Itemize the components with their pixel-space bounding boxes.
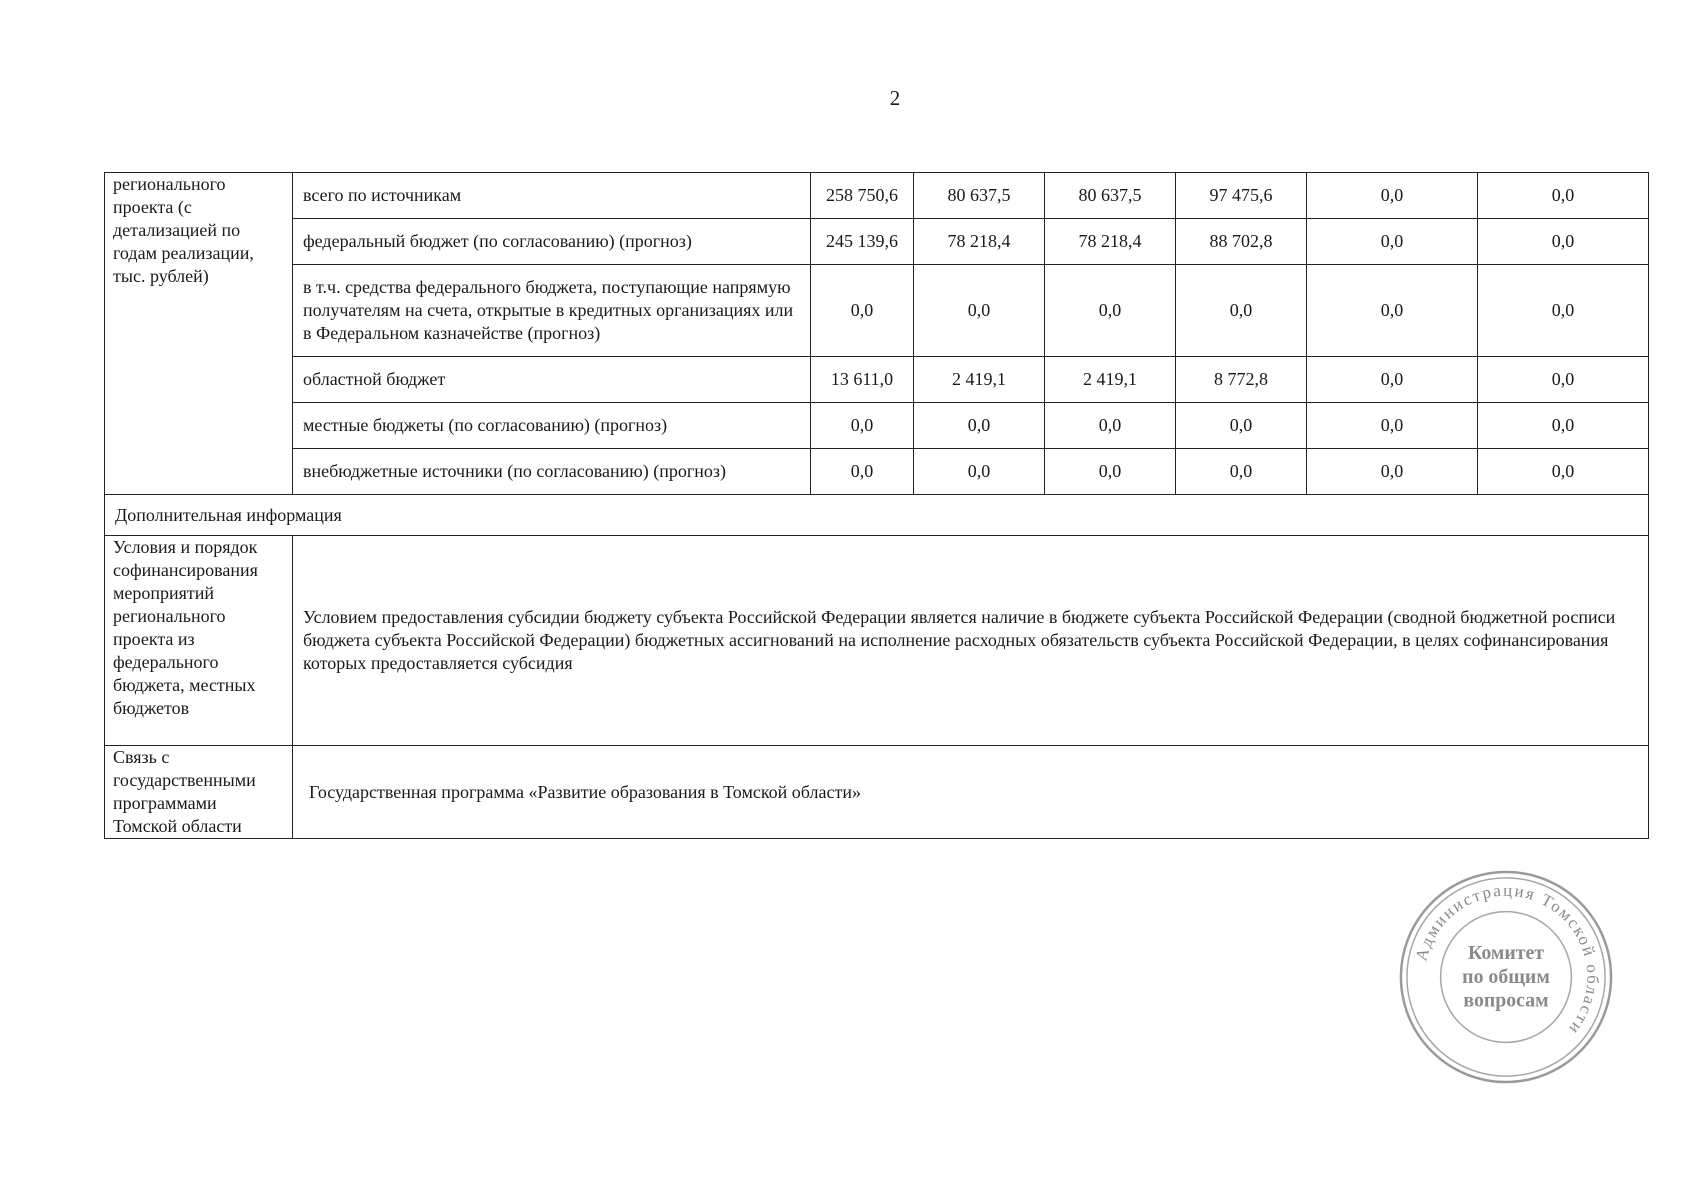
stamp-center-line3: вопросам <box>1463 989 1549 1012</box>
value-cell: 245 139,6 <box>811 219 914 265</box>
budget-label: регионального проекта (с детализацией по годам реализации, тыс. рублей) <box>105 173 293 495</box>
value-cell: 0,0 <box>1478 265 1649 357</box>
value-cell: 2 419,1 <box>914 357 1045 403</box>
additional-info-row <box>105 495 1649 536</box>
value-cell: 0,0 <box>1045 449 1176 495</box>
value-cell: 80 637,5 <box>1045 173 1176 219</box>
row-name: всего по источникам <box>293 173 811 219</box>
value-cell: 0,0 <box>914 449 1045 495</box>
value-cell: 0,0 <box>1307 403 1478 449</box>
value-cell: 78 218,4 <box>914 219 1045 265</box>
value-cell: 88 702,8 <box>1176 219 1307 265</box>
value-cell: 0,0 <box>1307 449 1478 495</box>
value-cell: 0,0 <box>1307 265 1478 357</box>
additional-info-heading: Дополнительная информация <box>105 495 1649 536</box>
value-cell: 0,0 <box>1176 265 1307 357</box>
programs-label: Связь с государственными программами Томской области <box>105 746 293 839</box>
value-cell: 0,0 <box>1045 403 1176 449</box>
value-cell: 13 611,0 <box>811 357 914 403</box>
programs-row <box>105 746 1649 839</box>
value-cell: 0,0 <box>1176 403 1307 449</box>
value-cell: 258 750,6 <box>811 173 914 219</box>
stamp-ring-text: Администрация Томской области <box>1411 880 1603 1040</box>
budget-row <box>105 173 1649 219</box>
programs-text: Государственная программа «Развитие образования в Томской области» <box>293 746 1649 839</box>
row-name: областной бюджет <box>293 357 811 403</box>
value-cell: 0,0 <box>914 403 1045 449</box>
value-cell: 0,0 <box>1478 449 1649 495</box>
cofinancing-label: Условия и порядок софинансирования мероприятий регионального проекта из федерального бюджета, местных бюджетов <box>105 536 293 746</box>
budget-row <box>105 219 1649 265</box>
value-cell: 0,0 <box>1307 219 1478 265</box>
budget-row <box>105 449 1649 495</box>
value-cell: 0,0 <box>1307 173 1478 219</box>
value-cell: 0,0 <box>1478 403 1649 449</box>
value-cell: 0,0 <box>1478 219 1649 265</box>
official-stamp <box>1397 868 1615 1086</box>
stamp-center-line1: Комитет <box>1467 942 1545 965</box>
project-table <box>104 172 1649 839</box>
value-cell: 0,0 <box>811 265 914 357</box>
value-cell: 78 218,4 <box>1045 219 1176 265</box>
value-cell: 0,0 <box>811 449 914 495</box>
cofinancing-text: Условием предоставления субсидии бюджету субъекта Российской Федерации является наличие в бюджете субъекта Российской Федерации (сводной бюджетной росписи бюджета субъекта Российской Федерации) бюджетных ассигнований на исполнение расходных обязательств субъекта Российской Федерации, в целях софинансирования которых предоставляется субсидия <box>293 536 1649 746</box>
value-cell: 0,0 <box>811 403 914 449</box>
value-cell: 0,0 <box>1045 265 1176 357</box>
row-name: местные бюджеты (по согласованию) (прогноз) <box>293 403 811 449</box>
row-name: федеральный бюджет (по согласованию) (прогноз) <box>293 219 811 265</box>
budget-row <box>105 357 1649 403</box>
page-number: 2 <box>889 86 901 110</box>
value-cell: 0,0 <box>1478 173 1649 219</box>
stamp-center-line2: по общим <box>1462 965 1550 988</box>
value-cell: 2 419,1 <box>1045 357 1176 403</box>
cofinancing-row <box>105 536 1649 746</box>
budget-row <box>105 265 1649 357</box>
value-cell: 8 772,8 <box>1176 357 1307 403</box>
value-cell: 0,0 <box>1176 449 1307 495</box>
value-cell: 97 475,6 <box>1176 173 1307 219</box>
budget-row <box>105 403 1649 449</box>
value-cell: 80 637,5 <box>914 173 1045 219</box>
value-cell: 0,0 <box>1478 357 1649 403</box>
row-name: в т.ч. средства федерального бюджета, поступающие напрямую получателям на счета, открытые в кредитных организациях или в Федеральном казначействе (прогноз) <box>293 265 811 357</box>
row-name: внебюджетные источники (по согласованию) (прогноз) <box>293 449 811 495</box>
value-cell: 0,0 <box>914 265 1045 357</box>
value-cell: 0,0 <box>1307 357 1478 403</box>
